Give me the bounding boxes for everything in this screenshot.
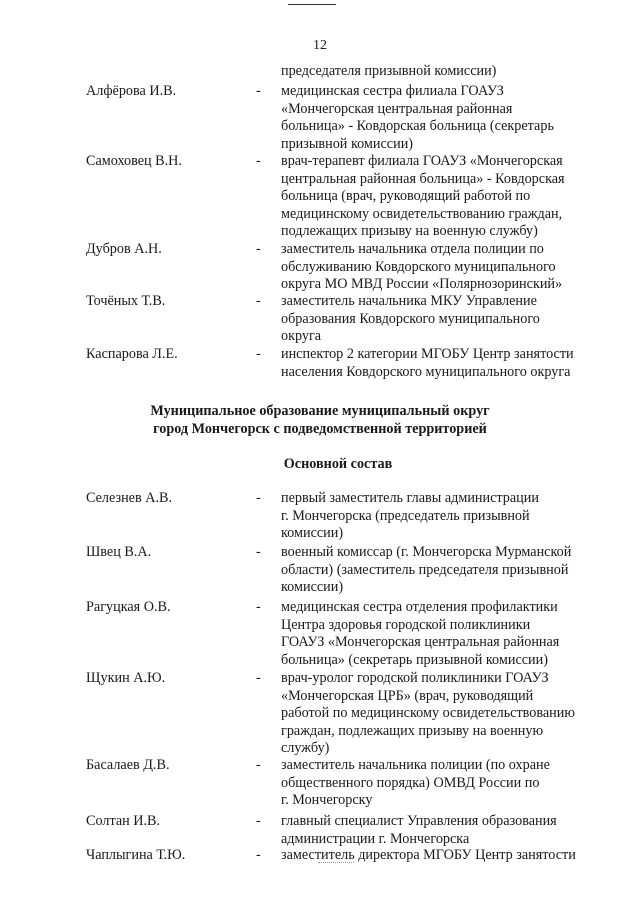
member-position-line: главный специалист Управления образования (281, 813, 557, 829)
dash-separator: - (256, 757, 261, 773)
member-name: Самоховец В.Н. (86, 153, 182, 169)
member-name: Щукин А.Ю. (86, 670, 166, 686)
member-position-line: комиссии) (281, 579, 344, 596)
member-name: Селезнев А.В. (86, 490, 173, 506)
member-name: Каспарова Л.Е. (86, 346, 178, 362)
member-name: Чаплыгина Т.Ю. (86, 847, 186, 863)
member-position-line: военный комиссар (г. Мончегорска Мурманской (281, 544, 572, 560)
member-position-line: заместитель начальника отдела полиции по (281, 241, 544, 257)
member-position-line: образования Ковдорского муниципального (281, 310, 540, 327)
member-position-line: населения Ковдорского муниципального округа (281, 363, 571, 380)
member-position-line: больница (врач, руководящий работой по (281, 188, 531, 205)
member-position-line: «Мончегорская ЦРБ» (врач, руководящий (281, 687, 534, 704)
member-position-line: врач-терапевт филиала ГОАУЗ «Мончегорская (281, 153, 563, 169)
member-name: Солтан И.В. (86, 813, 161, 829)
member-name: Алфёрова И.В. (86, 83, 177, 99)
member-name: Дубров А.Н. (86, 241, 162, 257)
member-position-line: больница» - Ковдорская больница (секретарь (281, 118, 554, 135)
page-number: 12 (313, 38, 327, 53)
dash-separator: - (256, 670, 261, 686)
dash-separator: - (256, 813, 261, 829)
member-position-line: врач-уролог городской поликлиники ГОАУЗ (281, 670, 549, 686)
member-position-line: ГОАУЗ «Мончегорская центральная районная (281, 634, 560, 651)
dash-separator: - (256, 490, 261, 506)
member-position-line: области) (заместитель председателя призывной (281, 561, 569, 578)
member-position-line: призывной комиссии) (281, 135, 414, 152)
dash-separator: - (256, 293, 261, 309)
member-position-line: медицинская сестра отделения профилактики (281, 599, 558, 615)
member-position-line: округа МО МВД России «Полярнозоринский» (281, 276, 563, 293)
member-position-line: подлежащих призыву на военную службу) (281, 223, 538, 240)
member-position-line: больница» (секретарь призывной комиссии) (281, 651, 548, 668)
member-position-line: первый заместитель главы администрации (281, 490, 539, 506)
member-position-line: заместитель директора МГОБУ Центр занятости (281, 847, 576, 863)
section-heading: Муниципальное образование муниципальный округ (150, 403, 490, 419)
member-position-line: граждан, подлежащих призыву на военную (281, 722, 544, 739)
dash-separator: - (256, 153, 261, 169)
member-position-line: г. Мончегорску (281, 792, 373, 809)
member-name: Точёных Т.В. (86, 293, 166, 309)
dash-separator: - (256, 847, 261, 863)
section-heading: город Мончегорск с подведомственной территорией (153, 421, 487, 437)
member-position-line: администрации г. Мончегорска (281, 830, 470, 847)
continuation-text: председателя призывной комиссии) (281, 63, 497, 79)
member-position-line: инспектор 2 категории МГОБУ Центр занятости (281, 346, 574, 362)
member-position-line: округа (281, 328, 322, 345)
member-position-line: г. Мончегорска (председатель призывной (281, 507, 530, 524)
dash-separator: - (256, 544, 261, 560)
member-position-line: центральная районная больница» - Ковдорская (281, 170, 565, 187)
member-position-line: заместитель начальника полиции (по охране (281, 757, 550, 773)
section-subheading: Основной состав (283, 456, 393, 472)
member-name: Швец В.А. (86, 544, 152, 560)
dash-separator: - (256, 346, 261, 362)
dash-separator: - (256, 241, 261, 257)
member-position-line: «Мончегорская центральная районная (281, 100, 513, 117)
member-position-line: медицинская сестра филиала ГОАУЗ (281, 83, 504, 99)
member-position-line: обслуживанию Ковдорского муниципального (281, 258, 556, 275)
member-position-line: работой по медицинскому освидетельствованию (281, 705, 575, 722)
member-position-line: общественного порядка) ОМВД России по (281, 774, 540, 791)
member-position-line: медицинскому освидетельствованию граждан, (281, 205, 563, 222)
member-position-line: комиссии) (281, 525, 344, 542)
member-name: Басалаев Д.В. (86, 757, 170, 773)
dash-separator: - (256, 599, 261, 615)
member-position-line: заместитель начальника МКУ Управление (281, 293, 537, 309)
footer-mark (318, 862, 354, 864)
member-name: Рагуцкая О.В. (86, 599, 171, 615)
member-position-line: службу) (281, 740, 330, 757)
dash-separator: - (256, 83, 261, 99)
member-position-line: Центра здоровья городской поликлиники (281, 616, 531, 633)
